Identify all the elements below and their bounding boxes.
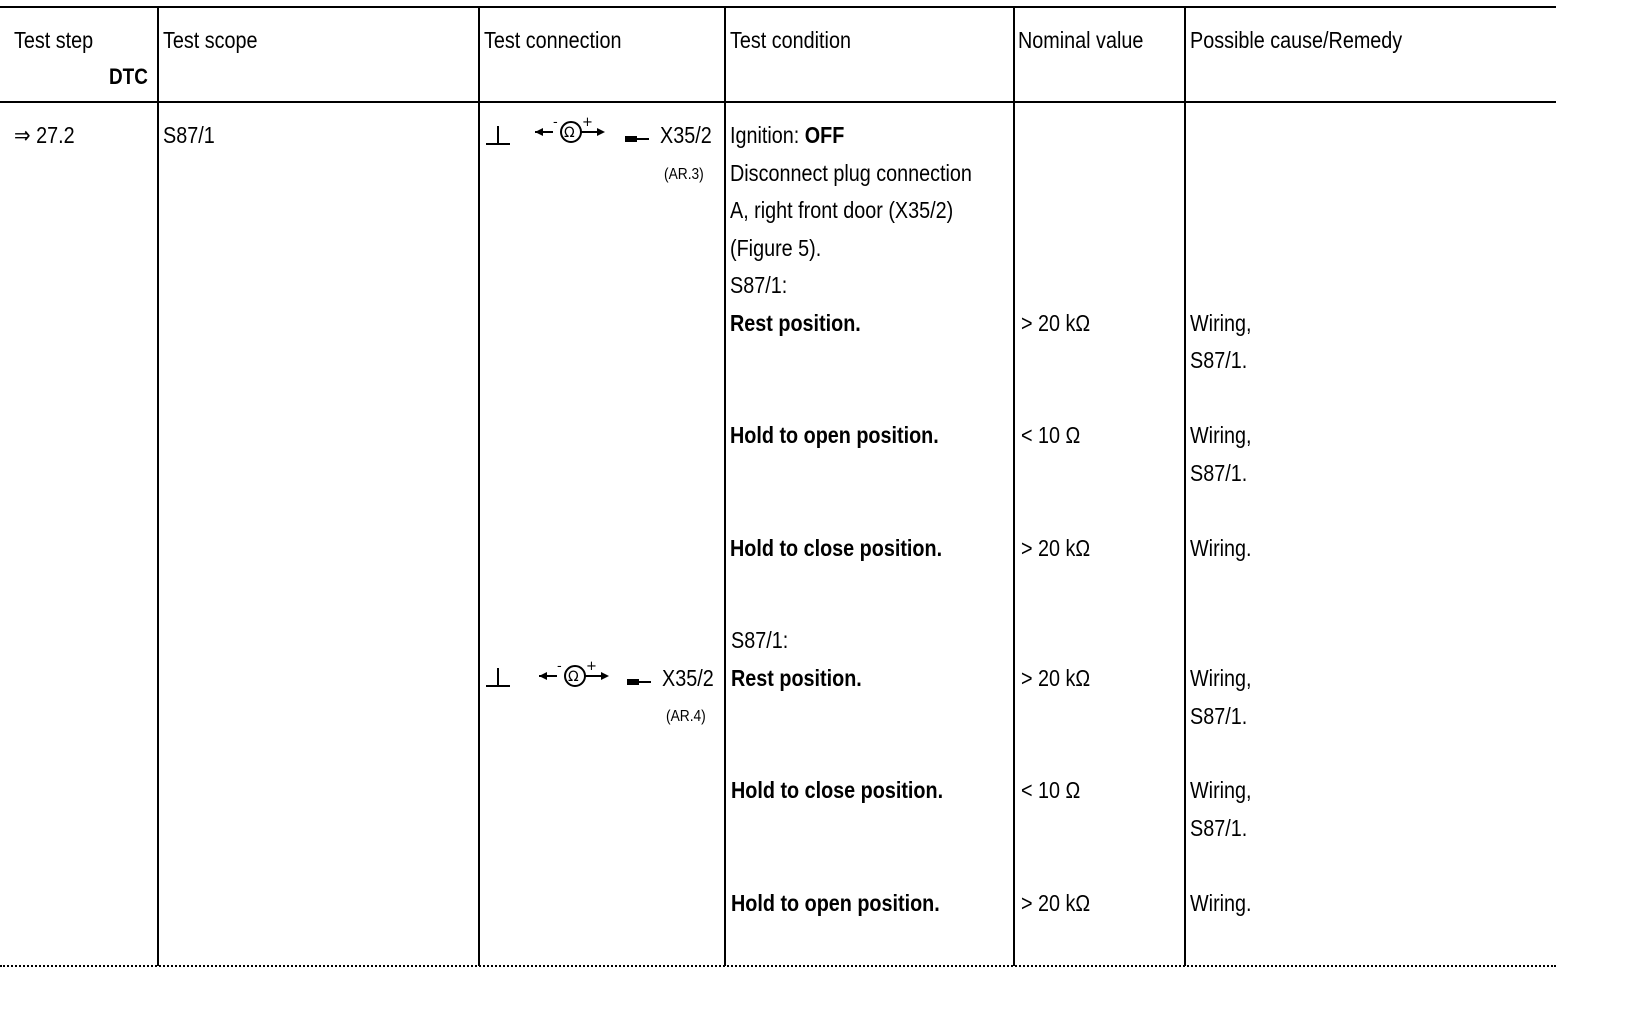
condition-hold-close: Hold to close position. [730,535,943,561]
remedy-text: S87/1. [1190,703,1248,729]
connection-terminal: X35/2 [662,665,714,691]
svg-text:Ω: Ω [564,125,575,141]
ground-icon [485,124,511,148]
test-scope-value: S87/1 [163,122,215,148]
condition-text: Disconnect plug connection [730,160,972,186]
svg-text:+: + [582,116,593,130]
header-test-scope: Test scope [163,27,258,53]
header-dtc: DTC [109,64,148,89]
header-test-connection: Test connection [484,27,622,53]
header-nominal-value: Nominal value [1018,27,1144,53]
column-divider [157,6,159,966]
connector-icon [626,674,652,690]
condition-hold-close: Hold to close position. [731,777,944,803]
remedy-text: S87/1. [1190,347,1248,373]
condition-hold-open: Hold to open position. [731,890,940,916]
nominal-value: > 20 kΩ [1021,310,1091,336]
condition-rest-position: Rest position. [730,310,861,336]
nominal-value: < 10 Ω [1021,422,1081,448]
ground-icon [485,666,511,690]
condition-text: S87/1: [731,627,789,653]
condition-hold-open: Hold to open position. [730,422,939,448]
connection-adapter-ref: (AR.4) [666,708,706,725]
remedy-text: Wiring. [1190,890,1252,916]
ohmmeter-icon [533,116,613,148]
condition-text: A, right front door (X35/2) [730,197,954,223]
remedy-text: S87/1. [1190,460,1248,486]
connection-adapter-ref: (AR.3) [664,166,704,183]
remedy-text: S87/1. [1190,815,1248,841]
nominal-value: > 20 kΩ [1021,535,1091,561]
condition-rest-position: Rest position. [731,665,862,691]
test-step-reference: ⇒ 27.2 [14,122,75,148]
column-divider [1184,6,1186,966]
nominal-value: > 20 kΩ [1021,890,1091,916]
column-divider [724,6,726,966]
svg-text:-: - [557,660,562,674]
ohmmeter-icon [537,660,617,692]
remedy-text: Wiring. [1190,535,1252,561]
remedy-text: Wiring, [1190,777,1252,803]
condition-ignition-label: Ignition: [730,122,805,148]
svg-text:-: - [553,116,558,130]
remedy-text: Wiring, [1190,665,1252,691]
column-divider [478,6,480,966]
condition-text: S87/1: [730,272,788,298]
condition-ignition-value: OFF [804,122,845,148]
condition-ignition [730,122,844,148]
remedy-text: Wiring, [1190,310,1252,336]
connector-icon [624,131,650,147]
condition-text: (Figure 5). [730,235,822,261]
connection-terminal: X35/2 [660,122,712,148]
table-bottom-rule [0,965,1556,967]
svg-text:+: + [586,660,597,674]
header-test-condition: Test condition [730,27,851,53]
header-test-step: Test step [14,27,94,53]
table-top-rule [0,6,1556,8]
svg-text:Ω: Ω [568,669,579,685]
header-bottom-rule [0,101,1556,103]
nominal-value: > 20 kΩ [1021,665,1091,691]
remedy-text: Wiring, [1190,422,1252,448]
header-possible-cause: Possible cause/Remedy [1190,27,1403,53]
nominal-value: < 10 Ω [1021,777,1081,803]
column-divider [1013,6,1015,966]
